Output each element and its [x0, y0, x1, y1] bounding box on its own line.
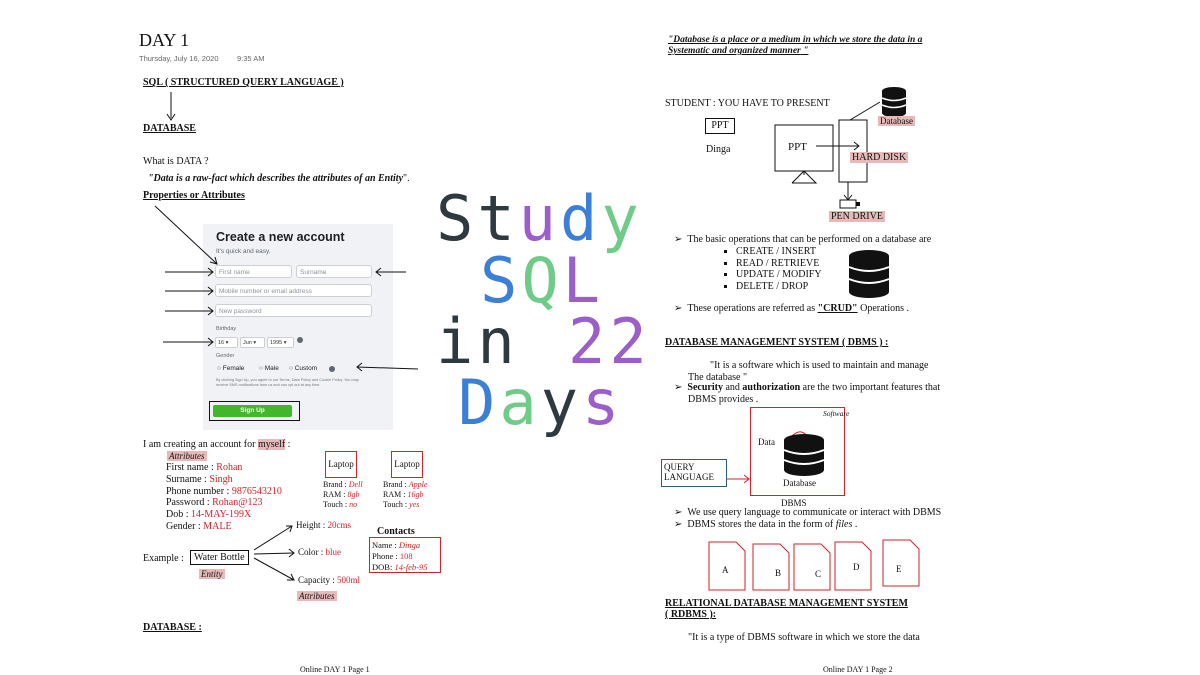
bullet-query-language: ➢ We use query language to communicate or interact with DBMS — [674, 507, 942, 518]
database-icon — [847, 249, 891, 299]
dinga-label: Dinga — [706, 144, 731, 155]
data-tag: Data — [758, 437, 775, 447]
dbms-definition: "It is a software which is used to maintain and manage The database " — [688, 360, 929, 383]
banner-letter: a — [499, 366, 541, 439]
banner-letter: t — [477, 182, 519, 255]
what-is-data: What is DATA ? — [143, 156, 209, 167]
mobile-email-input[interactable]: Mobile number or email address — [215, 284, 372, 297]
database-definition: "Database is a place or a medium in which we store the data in a Systematic and organized manner " — [668, 35, 923, 56]
page-2-footer: Online DAY 1 Page 2 — [823, 665, 893, 674]
rdbms-title: RELATIONAL DATABASE MANAGEMENT SYSTEM ( RDBMS ): — [665, 598, 908, 620]
first-name-input[interactable]: First name — [215, 265, 292, 278]
banner-letter: L — [562, 244, 604, 317]
birthday-month-select[interactable]: Jun ▾ — [240, 337, 265, 348]
password-input[interactable]: New password — [215, 304, 372, 317]
banner-letter: d — [559, 182, 602, 255]
file-label-d: D — [853, 562, 860, 572]
security-line: ➢ Security and authorization are the two important features that DBMS provides . — [674, 382, 941, 405]
water-bottle-box: Water Bottle — [190, 550, 249, 565]
pen-drive-label: PEN DRIVE — [831, 211, 883, 222]
laptop-2-specs: Brand : Apple RAM : 16gb Touch : yes — [383, 480, 428, 509]
contacts-title: Contacts — [377, 526, 415, 537]
study-sql-banner — [430, 182, 670, 439]
signup-subtitle: It's quick and easy. — [216, 248, 271, 255]
data-definition: "Data is a raw-fact which describes the attributes of an Entity". — [148, 173, 410, 184]
arrow-icon — [727, 474, 751, 484]
op-delete: ▪ DELETE / DROP — [736, 281, 822, 293]
attribute-gender: Gender : MALE — [166, 520, 232, 532]
banner-letter: y — [540, 366, 582, 439]
annotation-arrows — [0, 0, 440, 450]
capacity-attribute: Capacity : 500ml — [298, 575, 361, 585]
color-attribute: Color : blue — [298, 547, 342, 557]
laptop-box-1: Laptop — [325, 451, 357, 478]
database-tag: Database — [880, 116, 913, 126]
file-icon-b — [752, 543, 790, 591]
banner-letter: S — [480, 244, 522, 317]
file-label-b: B — [775, 568, 782, 578]
banner-letter: S — [436, 182, 478, 255]
hard-disk-label: HARD DISK — [852, 152, 907, 163]
database-label: DATABASE — [143, 123, 196, 134]
example-label: Example : — [143, 553, 184, 564]
birthday-label: Birthday — [216, 326, 237, 332]
rdbms-definition: "It is a type of DBMS software in which we store the data — [688, 632, 920, 643]
query-language-box: QUERY LANGUAGE — [661, 459, 727, 487]
file-label-c: C — [815, 569, 822, 579]
branch-arrows — [250, 520, 300, 590]
attributes-tag: Attributes — [169, 451, 205, 461]
birthday-day-select[interactable]: 16 ▾ — [215, 337, 238, 348]
software-tag: Software — [823, 409, 850, 418]
banner-letter: D — [458, 366, 500, 439]
op-update: ▪ UPDATE / MODIFY — [736, 269, 822, 281]
page-title: DAY 1 — [139, 30, 190, 50]
file-icon-c — [793, 543, 831, 591]
laptop-box-2: Laptop — [391, 451, 423, 478]
attribute-phone: Phone number : 9876543210 — [166, 485, 282, 497]
file-label-a: A — [722, 565, 729, 575]
attribute-dob: Dob : 14-MAY-199X — [166, 509, 252, 521]
banner-letter: y — [601, 182, 643, 255]
ops-list — [718, 246, 822, 292]
student-line: STUDENT : YOU HAVE TO PRESENT — [665, 98, 830, 109]
banner-letter: Q — [521, 244, 563, 317]
file-label-e: E — [896, 564, 902, 574]
terms-text: By clicking Sign Up, you agree to our Terms, Data Policy and Cookie Policy. You may receive SMS notifications from us and can opt out at any time. — [216, 378, 359, 387]
database-bottom-label: DATABASE : — [143, 622, 202, 633]
banner-days — [458, 366, 624, 439]
gender-female-radio[interactable]: ○ Female — [217, 365, 245, 372]
sql-title: SQL ( STRUCTURED QUERY LANGUAGE ) — [143, 77, 344, 88]
entity-tag: Entity — [201, 569, 223, 579]
dbms-label: DBMS — [781, 498, 807, 508]
attribute-first-name: First name : Rohan — [166, 462, 243, 473]
database-icon — [880, 86, 908, 118]
ppt-monitor-label: PPT — [788, 141, 807, 153]
laptop-1-specs: Brand : Dell RAM : 8gb Touch : no — [323, 480, 363, 509]
attributes-tag-2: Attributes — [299, 591, 335, 601]
banner-letter: s — [581, 366, 624, 439]
banner-sql — [480, 244, 604, 317]
gender-label: Gender — [216, 353, 235, 359]
note-date: Thursday, July 16, 2020 — [139, 54, 219, 63]
properties-label: Properties or Attributes — [143, 190, 245, 201]
signup-button[interactable]: Sign Up — [213, 405, 292, 417]
note-time: 9:35 AM — [237, 54, 265, 63]
page-1 — [0, 0, 440, 675]
surname-input[interactable]: Surname — [296, 265, 372, 278]
ppt-small-box: PPT — [705, 118, 735, 134]
birthday-year-select[interactable]: 1995 ▾ — [267, 337, 294, 348]
banner-22: 22 — [568, 305, 651, 378]
page-2 — [650, 0, 1200, 675]
ops-intro: ➢ The basic operations that can be performed on a database are — [674, 234, 932, 245]
attribute-surname: Surname : Singh — [166, 473, 233, 485]
banner-in: in — [436, 305, 519, 378]
creating-account-line: I am creating an account for myself : — [143, 439, 291, 450]
crud-line: ➢ These operations are referred as "CRUD" Operations . — [674, 303, 909, 314]
dbms-title: DATABASE MANAGEMENT SYSTEM ( DBMS ) : — [665, 337, 889, 348]
banner-letter: u — [518, 182, 560, 255]
height-attribute: Height : 20cms — [296, 520, 351, 530]
banner-study — [436, 182, 643, 255]
bullet-files: ➢ DBMS stores the data in the form of files . — [674, 519, 858, 530]
attribute-password: Password : Rohan@123 — [166, 497, 263, 509]
gender-custom-radio[interactable]: ○ Custom — [289, 365, 318, 372]
op-read: ▪ READ / RETRIEVE — [736, 258, 822, 270]
database-icon — [782, 426, 826, 482]
signup-title: Create a new account — [216, 230, 345, 244]
file-icon-e — [882, 539, 920, 587]
gender-male-radio[interactable]: ○ Male — [259, 365, 279, 372]
database-tag-2: Database — [783, 478, 816, 488]
op-create: ▪ CREATE / INSERT — [736, 246, 822, 258]
contacts-box: Name : Dinga Phone : 108 DOB: 14-feb-95 — [369, 537, 441, 573]
page-1-footer: Online DAY 1 Page 1 — [300, 665, 370, 674]
